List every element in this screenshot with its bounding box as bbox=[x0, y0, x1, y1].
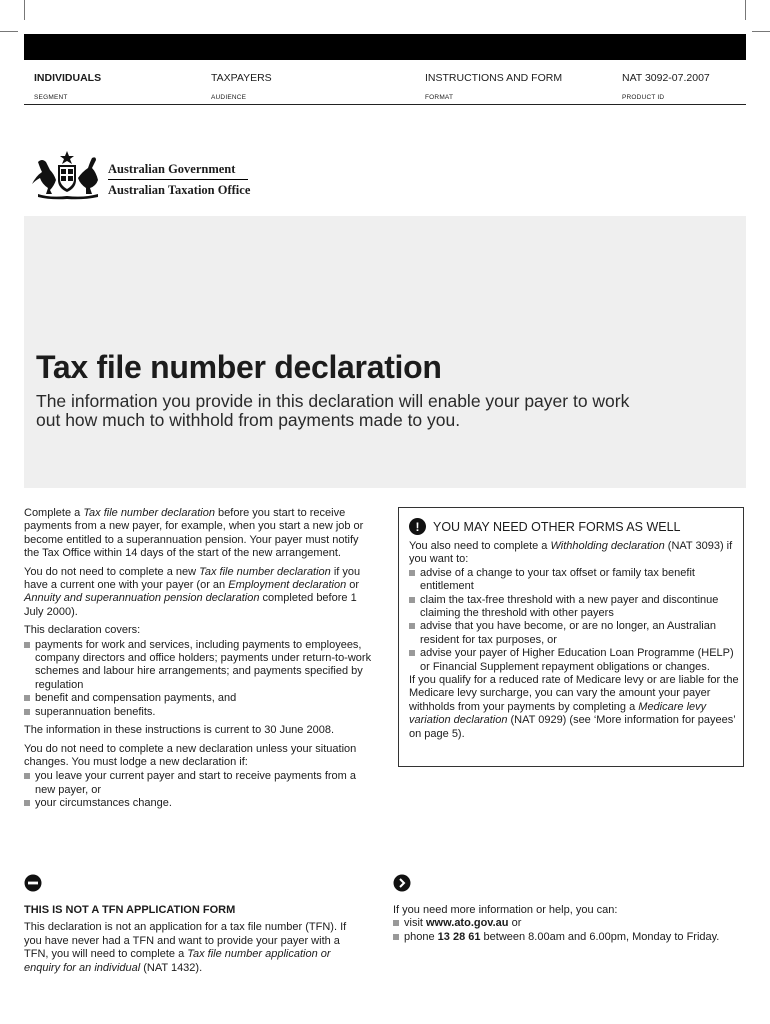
square-bullet-icon bbox=[24, 773, 30, 779]
square-bullet-icon bbox=[393, 934, 399, 940]
crop-mark bbox=[745, 0, 746, 20]
exclamation-icon: ! bbox=[409, 518, 426, 535]
intro-column bbox=[24, 507, 372, 816]
page-subtitle: The information you provide in this declaration will enable your payer to work out how much to withhold from payments made to you. bbox=[36, 391, 630, 430]
other-forms-list bbox=[409, 567, 739, 674]
lodge-conditions-list bbox=[24, 770, 372, 810]
arrow-right-icon bbox=[393, 874, 411, 892]
government-logo bbox=[30, 150, 270, 200]
audience-value: TAXPAYERS bbox=[211, 72, 272, 84]
more-info-list bbox=[393, 917, 753, 944]
logo-line-ato: Australian Taxation Office bbox=[108, 182, 251, 197]
list-item: benefit and compensation payments, and bbox=[24, 692, 372, 705]
square-bullet-icon bbox=[409, 623, 415, 629]
current-declaration-paragraph: You do not need to complete a new Tax file number declaration if you have a current one with your payer (or an Employment declaration or Annuity and superannuation pension declaration completed before 1 July 2000). bbox=[24, 565, 361, 618]
square-bullet-icon bbox=[24, 709, 30, 715]
segment-label: SEGMENT bbox=[34, 94, 68, 101]
other-forms-intro: You also need to complete a Withholding declaration (NAT 3093) if you want to: bbox=[409, 540, 733, 566]
current-to-paragraph: The information in these instructions is current to 30 June 2008. bbox=[24, 724, 335, 737]
document-meta-row bbox=[24, 64, 746, 105]
no-entry-icon bbox=[24, 874, 42, 892]
square-bullet-icon bbox=[24, 695, 30, 701]
segment-value: INDIVIDUALS bbox=[34, 72, 102, 84]
list-item: advise of a change to your tax offset or family tax benefit entitlement bbox=[409, 567, 739, 594]
new-declaration-paragraph: You do not need to complete a new declaration unless your situation changes. You must lodge a new declaration if: bbox=[24, 742, 357, 768]
other-forms-heading-text: YOU MAY NEED OTHER FORMS AS WELL bbox=[433, 519, 681, 534]
list-item: phone 13 28 61 between 8.00am and 6.00pm, Monday to Friday. bbox=[393, 931, 753, 944]
list-item: superannuation benefits. bbox=[24, 706, 372, 719]
product-id-value: NAT 3092-07.2007 bbox=[622, 72, 710, 84]
list-item: advise that you have become, or are no longer, an Australian resident for tax purposes, or bbox=[409, 620, 739, 647]
square-bullet-icon bbox=[24, 642, 30, 648]
list-item: advise your payer of Higher Education Loan Programme (HELP) or Financial Supplement repayment obligations or changes. bbox=[409, 647, 739, 674]
crop-mark bbox=[24, 0, 25, 20]
logo-line-government: Australian Government bbox=[108, 163, 248, 180]
list-item: visit www.ato.gov.au or bbox=[393, 917, 753, 930]
other-forms-heading bbox=[409, 518, 681, 535]
format-value: INSTRUCTIONS AND FORM bbox=[425, 72, 563, 84]
page-title: Tax file number declaration bbox=[36, 349, 442, 385]
list-item: your circumstances change. bbox=[24, 797, 372, 810]
ato-website-link[interactable]: www.ato.gov.au bbox=[426, 917, 509, 930]
not-tfn-heading: THIS IS NOT A TFN APPLICATION FORM bbox=[24, 904, 236, 916]
not-tfn-section bbox=[24, 904, 364, 980]
crop-mark bbox=[0, 31, 18, 32]
format-label: FORMAT bbox=[425, 94, 454, 101]
square-bullet-icon bbox=[409, 650, 415, 656]
phone-number: 13 28 61 bbox=[437, 930, 481, 943]
medicare-paragraph: If you qualify for a reduced rate of Medicare levy or are liable for the Medicare levy surcharge, you can vary the amount your payer withholds from your payments by completing a Medicare levy variation declaration (NAT 0929) (see ‘More information for payees’ on page 5). bbox=[409, 674, 739, 740]
more-info-intro: If you need more information or help, you can: bbox=[393, 904, 618, 916]
crop-mark bbox=[752, 31, 770, 32]
covers-heading: This declaration covers: bbox=[24, 624, 141, 637]
coat-of-arms-icon bbox=[30, 150, 104, 200]
header-black-bar bbox=[24, 34, 746, 60]
list-item: payments for work and services, including payments to employees, company directors and office holders; payments under return-to-work schemes and labour hire arrangements; and payments specified by regulation bbox=[24, 639, 372, 693]
covers-list bbox=[24, 639, 372, 719]
intro-paragraph: Complete a Tax file number declaration before you start to receive payments from a new payer, for example, when you start a new job or become entitled to a superannuation pension. Your payer must notify the Tax Office within 14 days of the start of the new arrangement. bbox=[24, 507, 364, 560]
square-bullet-icon bbox=[409, 570, 415, 576]
audience-label: AUDIENCE bbox=[211, 94, 247, 101]
more-info-section bbox=[393, 904, 753, 944]
square-bullet-icon bbox=[393, 920, 399, 926]
other-forms-box bbox=[398, 507, 744, 767]
other-forms-body bbox=[409, 540, 739, 741]
square-bullet-icon bbox=[409, 597, 415, 603]
title-panel bbox=[24, 216, 746, 488]
product-id-label: PRODUCT ID bbox=[622, 94, 665, 101]
square-bullet-icon bbox=[24, 800, 30, 806]
list-item: claim the tax-free threshold with a new payer and discontinue claiming the threshold with other payers bbox=[409, 594, 739, 621]
list-item: you leave your current payer and start to receive payments from a new payer, or bbox=[24, 770, 372, 797]
not-tfn-text: This declaration is not an application for a tax file number (TFN). If you have never had a TFN and want to provide your payer with a TFN, you will need to complete a Tax file number application or enquiry for an individual (NAT 1432). bbox=[24, 921, 347, 974]
